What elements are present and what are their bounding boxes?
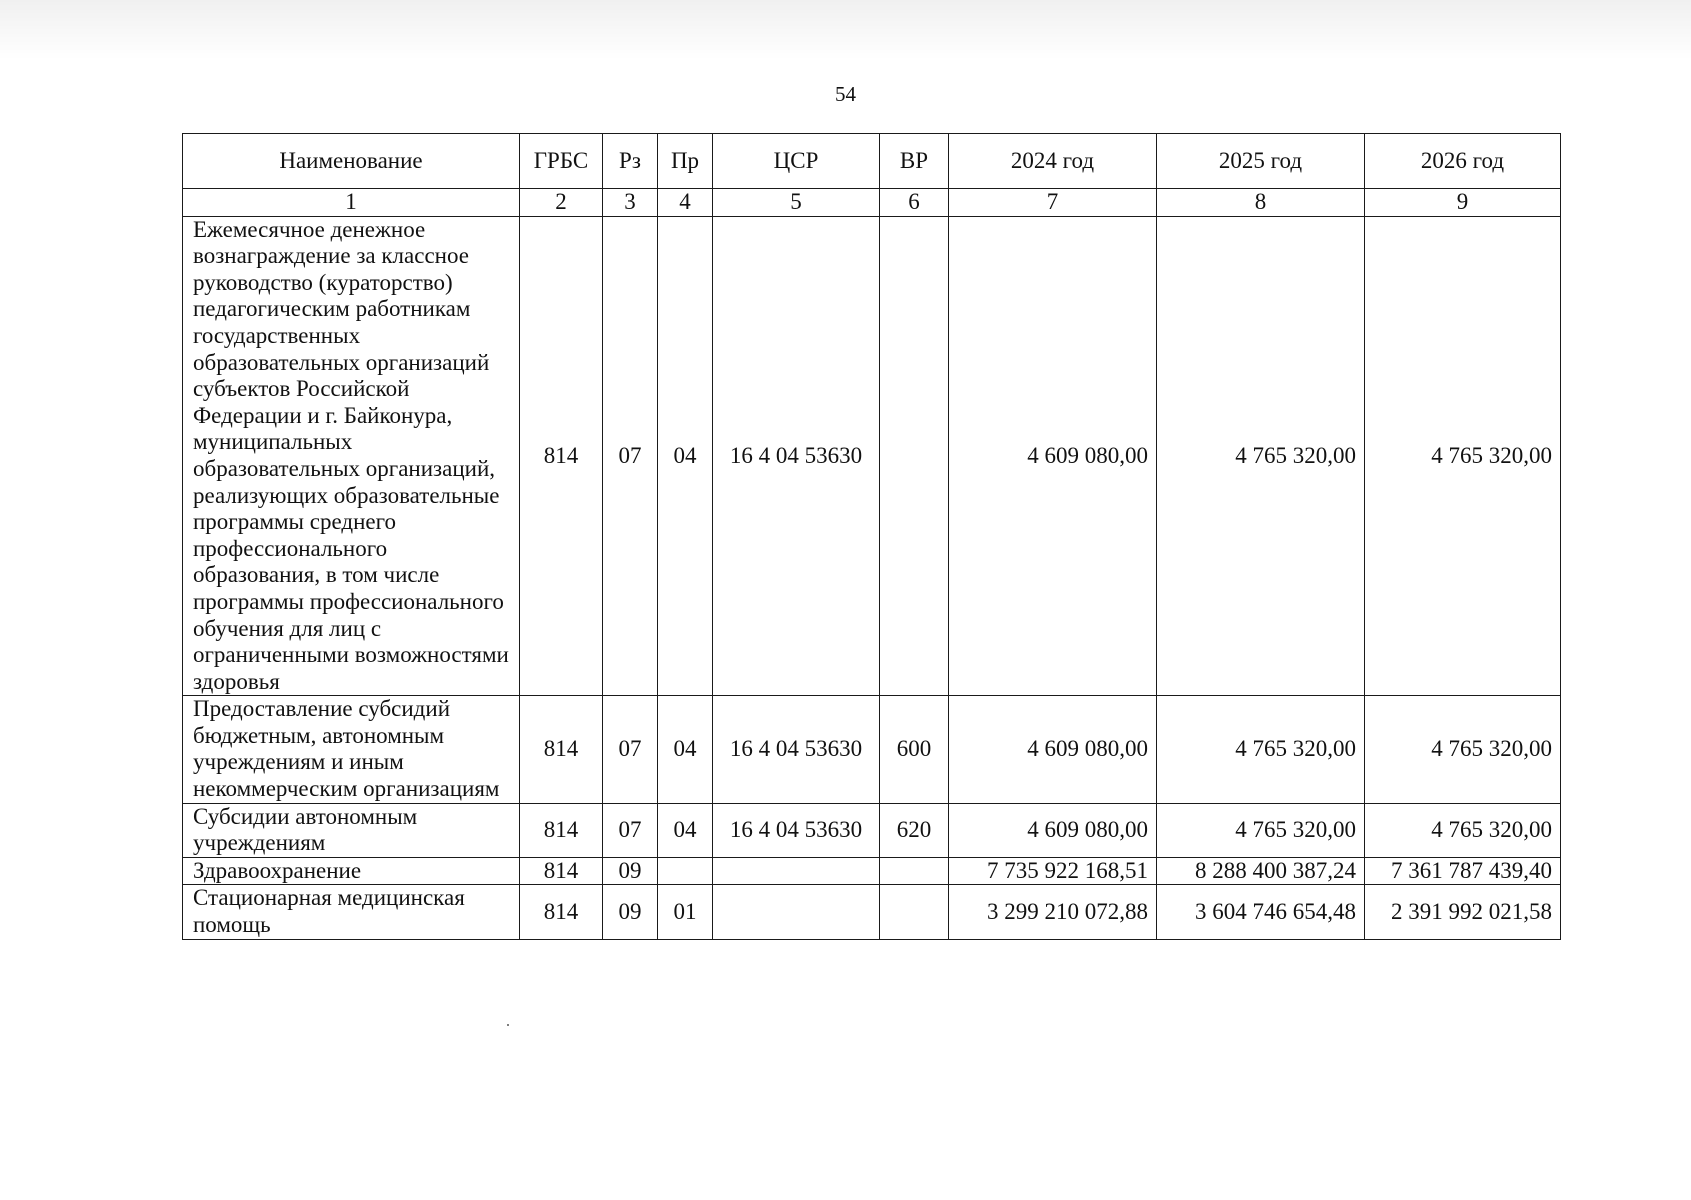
row-name: Ежемесячное денежное вознаграждение за классное руководство (кураторство) педагогическим работникам государственных образовательных организаций субъектов Российской Федерации и г. Байконура, муниципальных образовательных организаций, реализующих образовательные программы среднего профессионального образования, в том числе программы профессионального обучения для лиц с ограниченными возможностями здоровья (183, 216, 520, 696)
row-amount-2024: 3 299 210 072,88 (949, 885, 1157, 939)
header-2024: 2024 год (949, 134, 1157, 189)
row-name: Предоставление субсидий бюджетным, автономным учреждениям и иным некоммерческим организациям (183, 696, 520, 803)
column-number: 2 (520, 189, 603, 217)
row-vr (880, 885, 949, 939)
header-2026: 2026 год (1365, 134, 1561, 189)
budget-table (182, 133, 1561, 940)
header-2025: 2025 год (1157, 134, 1365, 189)
column-number: 8 (1157, 189, 1365, 217)
column-number: 3 (603, 189, 658, 217)
row-pr (658, 857, 713, 885)
row-vr: 620 (880, 803, 949, 857)
row-rz: 09 (603, 885, 658, 939)
header-rz: Рз (603, 134, 658, 189)
row-pr: 01 (658, 885, 713, 939)
column-number: 4 (658, 189, 713, 217)
row-amount-2024: 4 609 080,00 (949, 803, 1157, 857)
row-grbs: 814 (520, 803, 603, 857)
row-name: Стационарная медицинская помощь (183, 885, 520, 939)
header-pr: Пр (658, 134, 713, 189)
row-amount-2025: 8 288 400 387,24 (1157, 857, 1365, 885)
row-csr: 16 4 04 53630 (713, 696, 880, 803)
row-amount-2025: 4 765 320,00 (1157, 696, 1365, 803)
row-amount-2024: 4 609 080,00 (949, 216, 1157, 696)
row-pr: 04 (658, 696, 713, 803)
row-rz: 07 (603, 696, 658, 803)
row-amount-2025: 4 765 320,00 (1157, 216, 1365, 696)
header-vr: ВР (880, 134, 949, 189)
column-number: 5 (713, 189, 880, 217)
row-grbs: 814 (520, 857, 603, 885)
row-vr (880, 216, 949, 696)
header-grbs: ГРБС (520, 134, 603, 189)
table-row (183, 696, 1561, 803)
header-csr: ЦСР (713, 134, 880, 189)
row-amount-2026: 7 361 787 439,40 (1365, 857, 1561, 885)
row-amount-2026: 2 391 992 021,58 (1365, 885, 1561, 939)
row-csr (713, 885, 880, 939)
row-amount-2026: 4 765 320,00 (1365, 696, 1561, 803)
row-rz: 09 (603, 857, 658, 885)
row-vr (880, 857, 949, 885)
row-vr: 600 (880, 696, 949, 803)
row-pr: 04 (658, 803, 713, 857)
row-rz: 07 (603, 216, 658, 696)
column-number-row (183, 189, 1561, 217)
row-name: Субсидии автономным учреждениям (183, 803, 520, 857)
row-csr: 16 4 04 53630 (713, 803, 880, 857)
row-amount-2026: 4 765 320,00 (1365, 216, 1561, 696)
row-pr: 04 (658, 216, 713, 696)
table-row (183, 857, 1561, 885)
column-number: 1 (183, 189, 520, 217)
scan-speck (507, 1024, 509, 1026)
row-amount-2026: 4 765 320,00 (1365, 803, 1561, 857)
scan-edge-shade (0, 0, 1691, 60)
header-row (183, 134, 1561, 189)
row-name: Здравоохранение (183, 857, 520, 885)
row-amount-2025: 4 765 320,00 (1157, 803, 1365, 857)
row-grbs: 814 (520, 885, 603, 939)
header-name: Наименование (183, 134, 520, 189)
row-csr: 16 4 04 53630 (713, 216, 880, 696)
row-amount-2024: 7 735 922 168,51 (949, 857, 1157, 885)
page-number: 54 (835, 82, 856, 106)
column-number: 9 (1365, 189, 1561, 217)
row-amount-2025: 3 604 746 654,48 (1157, 885, 1365, 939)
table-row (183, 885, 1561, 939)
column-number: 7 (949, 189, 1157, 217)
row-rz: 07 (603, 803, 658, 857)
row-grbs: 814 (520, 216, 603, 696)
row-amount-2024: 4 609 080,00 (949, 696, 1157, 803)
row-csr (713, 857, 880, 885)
row-grbs: 814 (520, 696, 603, 803)
table-row (183, 216, 1561, 696)
table-row (183, 803, 1561, 857)
column-number: 6 (880, 189, 949, 217)
